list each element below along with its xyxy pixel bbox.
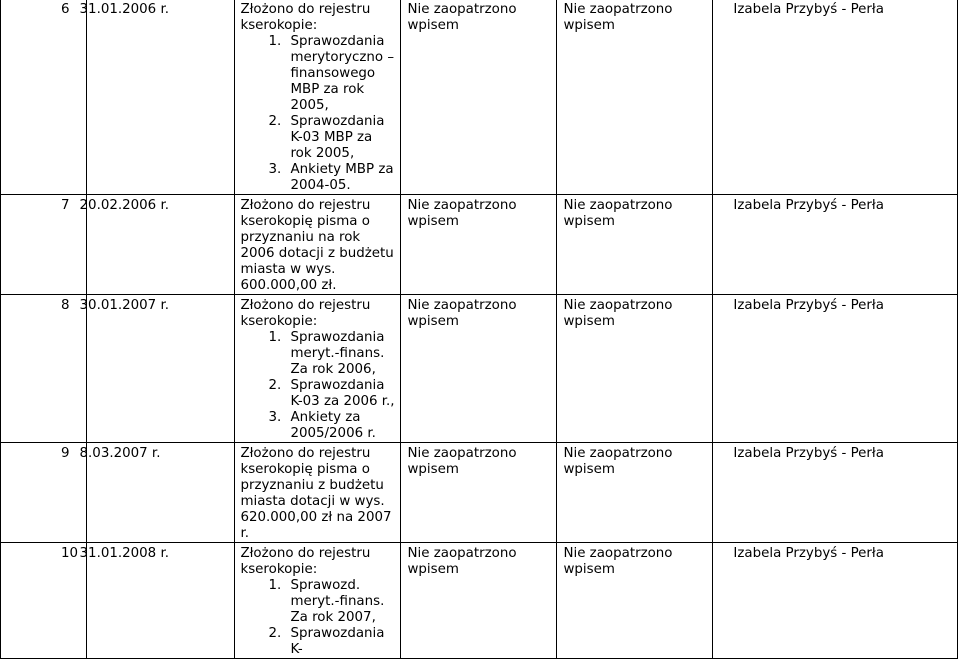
entry-date-cell: 30.01.2007 r. bbox=[72, 295, 221, 443]
status-cell-1: Nie zaopatrzono wpisem bbox=[401, 543, 557, 659]
entry-description-cell bbox=[235, 443, 401, 543]
list-item-number: 1. bbox=[268, 34, 282, 49]
list-item-number: 2. bbox=[268, 626, 282, 641]
person-cell: Izabela Przybyś - Perła bbox=[713, 0, 958, 195]
list-item-text: Sprawozdania meryt.-finans. Za rok 2006, bbox=[290, 330, 385, 377]
list-item-number: 3. bbox=[268, 410, 282, 425]
status-cell-1: Nie zaopatrzono wpisem bbox=[401, 295, 557, 443]
list-item-text: Sprawozd. meryt.-finans. Za rok 2007, bbox=[290, 578, 385, 625]
status-cell-1: Nie zaopatrzono wpisem bbox=[401, 195, 557, 295]
list-item bbox=[268, 330, 396, 378]
list-item-number: 1. bbox=[268, 578, 282, 593]
list-item bbox=[268, 626, 396, 658]
description-intro: Złożono do rejestru kserokopie: bbox=[240, 298, 371, 329]
status-cell-2: Nie zaopatrzono wpisem bbox=[557, 0, 713, 195]
entry-date-cell: 8.03.2007 r. bbox=[72, 443, 221, 543]
list-item-text: Ankiety MBP za 2004-05. bbox=[290, 162, 394, 193]
status-cell-2: Nie zaopatrzono wpisem bbox=[557, 195, 713, 295]
list-item-number: 2. bbox=[268, 378, 282, 393]
status-cell-1: Nie zaopatrzono wpisem bbox=[401, 443, 557, 543]
person-cell: Izabela Przybyś - Perła bbox=[713, 295, 958, 443]
status-cell-2: Nie zaopatrzono wpisem bbox=[557, 543, 713, 659]
list-item-text: Sprawozdania K-03 za 2006 r., bbox=[290, 378, 395, 409]
entry-number-cell: 10 bbox=[1, 543, 87, 659]
description-list bbox=[240, 34, 396, 194]
entry-description-cell bbox=[235, 295, 401, 443]
entry-number-cell: 8 bbox=[1, 295, 87, 443]
table-row bbox=[1, 443, 958, 543]
description-intro: Złożono do rejestru kserokopie: bbox=[240, 2, 371, 33]
list-item-text: Sprawozdania K- bbox=[290, 626, 385, 657]
list-item-number: 1. bbox=[268, 330, 282, 345]
list-item bbox=[268, 34, 396, 114]
description-list bbox=[240, 330, 396, 442]
entry-date-cell: 20.02.2006 r. bbox=[72, 195, 221, 295]
person-cell: Izabela Przybyś - Perła bbox=[713, 543, 958, 659]
entry-number-cell: 9 bbox=[1, 443, 87, 543]
register-table-body bbox=[1, 0, 958, 659]
entry-description-cell bbox=[235, 0, 401, 195]
entry-description-cell bbox=[235, 195, 401, 295]
description-intro: Złożono do rejestru kserokopie: bbox=[240, 546, 371, 577]
person-cell: Izabela Przybyś - Perła bbox=[713, 195, 958, 295]
table-row bbox=[1, 0, 958, 195]
entry-number-cell: 6 bbox=[1, 0, 87, 195]
entry-date-cell: 31.01.2008 r. bbox=[72, 543, 221, 659]
status-cell-2: Nie zaopatrzono wpisem bbox=[557, 295, 713, 443]
list-item-text: Sprawozdania K-03 MBP za rok 2005, bbox=[290, 114, 385, 161]
list-item bbox=[268, 378, 396, 410]
description-intro: Złożono do rejestru kserokopię pisma o przyznaniu na rok 2006 dotacji z budżetu miasta w wys. 600.000,00 zł. bbox=[240, 198, 394, 293]
entry-number-cell: 7 bbox=[1, 195, 87, 295]
person-cell: Izabela Przybyś - Perła bbox=[713, 443, 958, 543]
table-row bbox=[1, 195, 958, 295]
list-item-number: 2. bbox=[268, 114, 282, 129]
list-item-number: 3. bbox=[268, 162, 282, 177]
status-cell-1: Nie zaopatrzono wpisem bbox=[401, 0, 557, 195]
list-item bbox=[268, 162, 396, 194]
list-item bbox=[268, 114, 396, 162]
table-row bbox=[1, 295, 958, 443]
list-item-text: Sprawozdania merytoryczno – finansowego MBP za rok 2005, bbox=[290, 34, 395, 113]
entry-date-cell: 31.01.2006 r. bbox=[72, 0, 221, 195]
description-intro: Złożono do rejestru kserokopię pisma o przyznaniu z budżetu miasta dotacji w wys. 620.000,00 zł na 2007 r. bbox=[240, 446, 392, 541]
list-item-text: Ankiety za 2005/2006 r. bbox=[290, 410, 376, 441]
status-cell-2: Nie zaopatrzono wpisem bbox=[557, 443, 713, 543]
description-list bbox=[240, 578, 396, 658]
list-item bbox=[268, 410, 396, 442]
list-item bbox=[268, 578, 396, 626]
